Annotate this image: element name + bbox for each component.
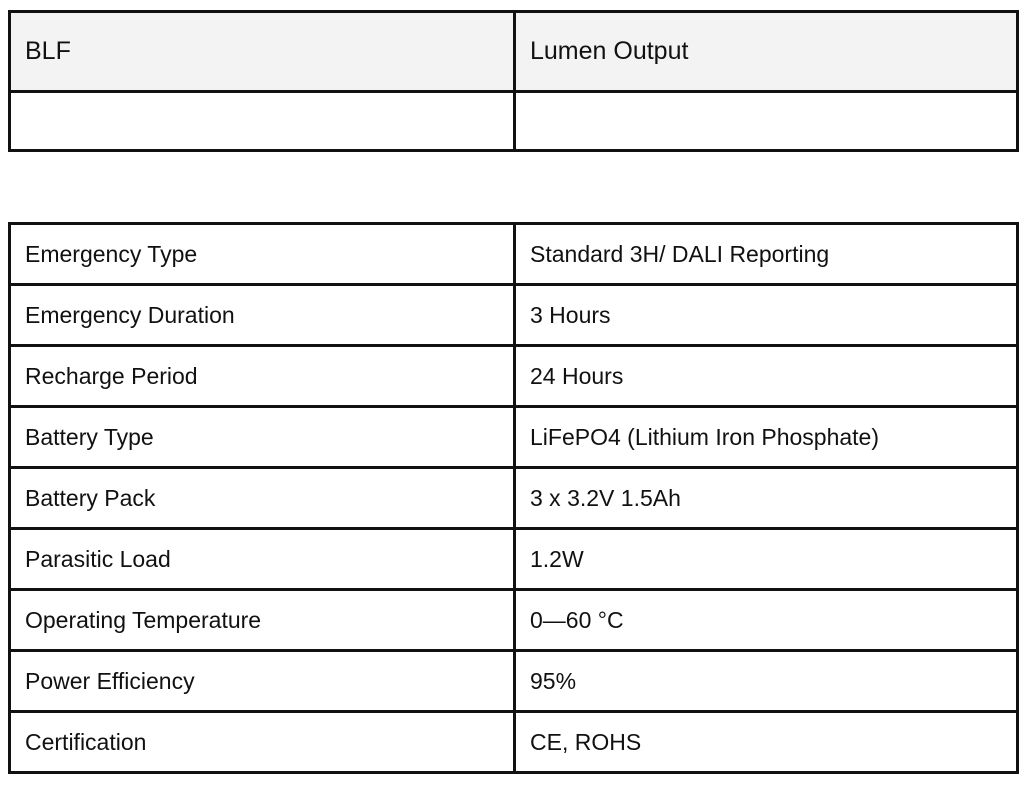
spec-value: LiFePO4 (Lithium Iron Phosphate)	[515, 407, 1018, 468]
table-row	[10, 529, 1018, 590]
spec-value: Standard 3H/ DALI Reporting	[515, 224, 1018, 285]
spec-label: Recharge Period	[10, 346, 515, 407]
table-row	[10, 346, 1018, 407]
spec-label: Battery Type	[10, 407, 515, 468]
table-row	[10, 590, 1018, 651]
spec-label: Emergency Type	[10, 224, 515, 285]
table-row	[10, 468, 1018, 529]
summary-header-row	[10, 12, 1018, 92]
table-row	[10, 712, 1018, 773]
summary-table	[8, 10, 1019, 152]
value-cell-blf	[10, 92, 515, 151]
table-row	[10, 407, 1018, 468]
spec-label: Parasitic Load	[10, 529, 515, 590]
table-row	[10, 285, 1018, 346]
spec-value: 3 Hours	[515, 285, 1018, 346]
header-cell-blf: BLF	[10, 12, 515, 92]
spec-table	[8, 222, 1019, 774]
summary-value-row	[10, 92, 1018, 151]
header-cell-lumen-output: Lumen Output	[515, 12, 1018, 92]
table-row	[10, 651, 1018, 712]
spec-label: Power Efficiency	[10, 651, 515, 712]
value-cell-lumen-output	[515, 92, 1018, 151]
spec-label: Battery Pack	[10, 468, 515, 529]
spec-label: Emergency Duration	[10, 285, 515, 346]
spec-value: CE, ROHS	[515, 712, 1018, 773]
table-row	[10, 224, 1018, 285]
spec-label: Certification	[10, 712, 515, 773]
spec-value: 0—60 °C	[515, 590, 1018, 651]
spec-value: 1.2W	[515, 529, 1018, 590]
spec-label: Operating Temperature	[10, 590, 515, 651]
spec-value: 24 Hours	[515, 346, 1018, 407]
spec-value: 95%	[515, 651, 1018, 712]
spec-value: 3 x 3.2V 1.5Ah	[515, 468, 1018, 529]
